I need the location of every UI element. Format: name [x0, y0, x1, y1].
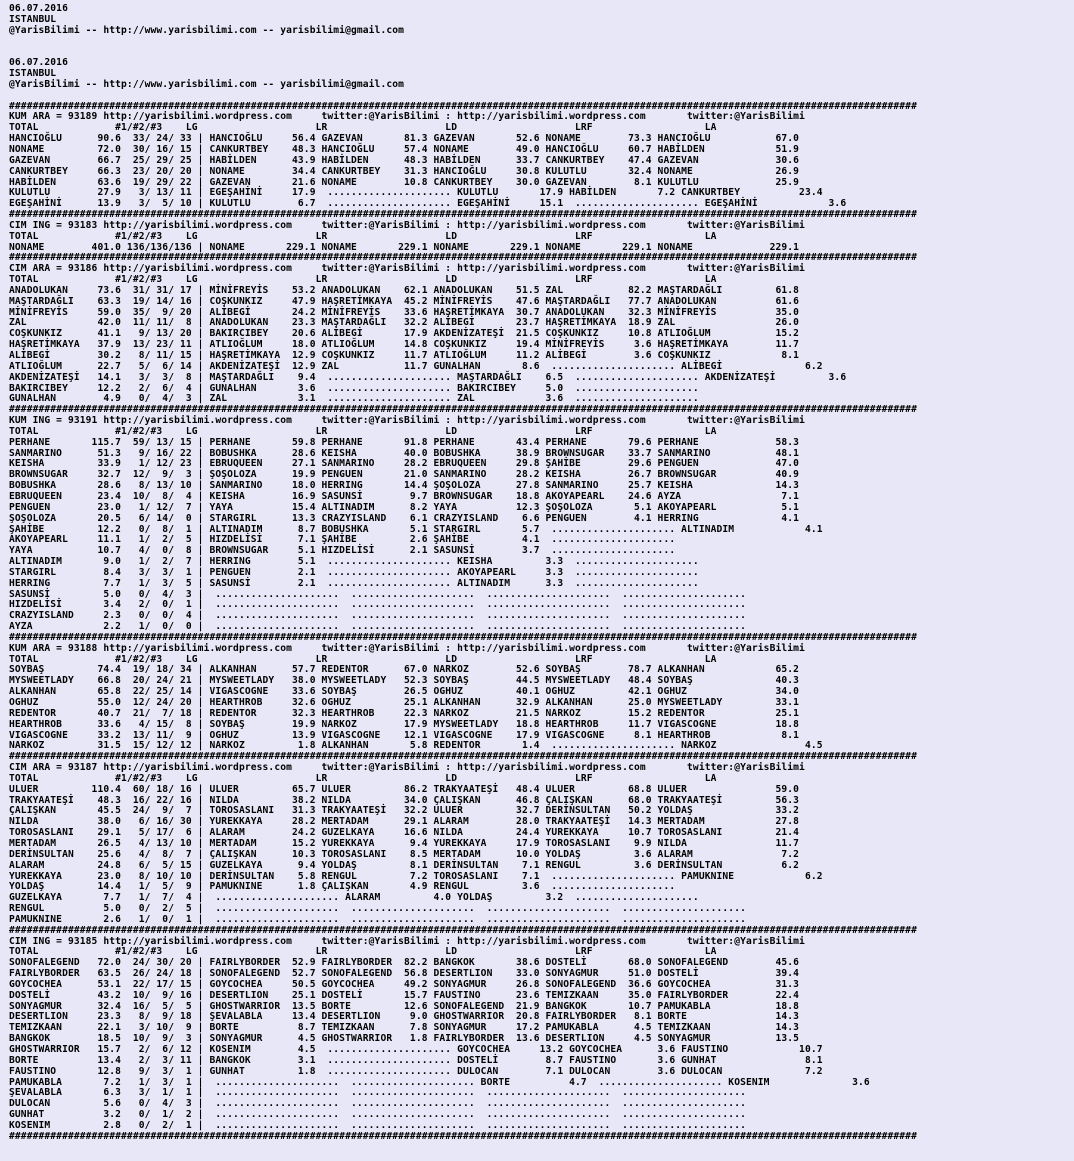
table-row: CRAZYISLAND 2.3 0/ 0/ 4 | ..................... ..................... ..................... .....................	[9, 610, 752, 622]
table-row: SANMARINO 51.3 9/ 16/ 22 | BOBUSHKA 28.6 KEISHA 40.0 BOBUSHKA 38.9 BROWNSUGAR 33.7 SANMARINO 48.1	[9, 447, 800, 459]
table-row: KULUTLU 27.9 3/ 13/ 11 | EGEŞAHİNİ 17.9 ..................... KULUTLU 17.9 HABİLDEN 7.2 CANKURTBEY 23.4	[9, 187, 823, 199]
table-row: GUNALHAN 4.9 0/ 4/ 3 | ZAL 3.1 ..................... ZAL 3.6 .....................	[9, 393, 705, 405]
table-row: COŞKUNKIZ 41.1 9/ 13/ 20 | BAKIRCIBEY 20.6 ALİBEGİ 17.9 AKDENİZATEŞİ 21.5 COŞKUNKIZ 10.8 ATLIOĞLUM 15.2	[9, 328, 800, 340]
column-header-line: TOTAL #1/#2/#3 LG LR LD LRF LA	[9, 230, 717, 242]
header-line: 06.07.2016	[9, 57, 68, 69]
table-row: HIZDELİSİ 3.4 2/ 0/ 1 | ..................... ..................... ..................... .....................	[9, 599, 752, 611]
table-row: NILDA 38.0 6/ 16/ 30 | YUREKKAYA 28.2 MERTADAM 29.1 ALARAM 28.0 TRAKYAATEŞİ 14.3 MERTADAM 27.8	[9, 816, 800, 828]
table-row: YAYA 10.7 4/ 0/ 8 | BROWNSUGAR 5.1 HIZDELİSİ 2.1 SASUNSİ 3.7 .....................	[9, 545, 682, 557]
table-row: BOBUSHKA 28.6 8/ 13/ 10 | SANMARINO 18.0 HERRING 14.4 ŞOŞOLOZA 27.8 SANMARINO 25.7 KEISHA 14.3	[9, 480, 800, 492]
separator-line: ##########################################################################################################################################################	[9, 100, 917, 112]
separator-line: ##########################################################################################################################################################	[9, 1130, 917, 1142]
table-row: STARGIRL 8.4 3/ 3/ 1 | PENGUEN 2.1 ..................... AKOYAPEARL 3.3 .....................	[9, 566, 705, 578]
table-row: RENGUL 5.0 0/ 2/ 5 | ..................... ..................... ..................... .....................	[9, 903, 752, 915]
table-row: GUZELKAYA 7.7 1/ 7/ 4 | ..................... ALARAM 4.0 YOLDAŞ 3.2 .....................	[9, 892, 705, 904]
table-row: DULOCAN 5.6 0/ 4/ 3 | ..................... ..................... ..................... .....................	[9, 1098, 752, 1110]
table-row: HERRING 7.7 1/ 3/ 5 | SASUNSİ 2.1 ..................... ALTINADIM 3.3 .....................	[9, 577, 705, 589]
table-row: PAMUKABLA 7.2 1/ 3/ 1 | ..................... ..................... BORTE 4.7 ..................... KOSENIM 3.6	[9, 1076, 870, 1088]
table-row: VIGASCOGNE 33.2 13/ 11/ 9 | OGHUZ 13.9 VIGASCOGNE 12.1 VIGASCOGNE 17.9 VIGASCOGNE 8.1 HEARTHROB 8.1	[9, 729, 800, 741]
header-line: ISTANBUL	[9, 13, 57, 25]
race-title-line: KUM ING = 93191 http://yarisbilimi.wordpress.com twitter:@YarisBilimi : http://yarisbilimi.wordpress.com twitter:@YarisBilimi	[9, 415, 805, 427]
table-row: ŞEVALABLA 6.3 3/ 1/ 1 | ..................... ..................... ..................... .....................	[9, 1087, 752, 1099]
table-row: ÇALIŞKAN 45.5 24/ 9/ 7 | TOROSASLANI 31.3 TRAKYAATEŞİ 32.2 ULUER 32.7 DERİNSULTAN 50.2 YOLDAŞ 33.2	[9, 805, 800, 817]
separator-line: ##########################################################################################################################################################	[9, 209, 917, 221]
column-header-line: TOTAL #1/#2/#3 LG LR LD LRF LA	[9, 122, 717, 134]
table-row: MİNİFREYİS 59.0 35/ 9/ 20 | ALİBEGİ 24.2 MİNİFREYİS 33.6 HAŞRETİMKAYA 30.7 ANADOLUKAN 32.3 MİNİFREYİS 35.0	[9, 306, 800, 318]
table-row: TRAKYAATEŞİ 48.3 16/ 22/ 16 | NILDA 38.2 NILDA 34.0 ÇALIŞKAN 46.8 ÇALIŞKAN 68.0 TRAKYAATEŞİ 56.3	[9, 794, 800, 806]
separator-line: ##########################################################################################################################################################	[9, 404, 917, 416]
table-row: MYSWEETLADY 66.8 20/ 24/ 21 | MYSWEETLADY 38.0 MYSWEETLADY 52.3 SOYBAŞ 44.5 MYSWEETLADY 48.4 SOYBAŞ 40.3	[9, 675, 800, 687]
header-line: 06.07.2016	[9, 3, 68, 14]
table-row: CANKURTBEY 66.3 23/ 20/ 20 | NONAME 34.4 CANKURTBEY 31.3 HANCIOĞLU 30.8 KULUTLU 32.4 NONAME 26.9	[9, 165, 800, 177]
table-row: HEARTHROB 33.6 4/ 15/ 8 | SOYBAŞ 19.9 NARKOZ 17.9 MYSWEETLADY 18.8 HEARTHROB 11.7 VIGASCOGNE 18.8	[9, 718, 800, 730]
table-row: AYZA 2.2 1/ 0/ 0 | ..................... ..................... ..................... .....................	[9, 621, 752, 633]
table-row: TOROSASLANI 29.1 5/ 17/ 6 | ALARAM 24.2 GUZELKAYA 16.6 NILDA 24.4 YUREKKAYA 10.7 TOROSASLANI 21.4	[9, 827, 800, 839]
table-row: YUREKKAYA 23.0 8/ 10/ 10 | DERİNSULTAN 5.8 RENGUL 7.2 TOROSASLANI 7.1 ..................... PAMUKNINE 6.2	[9, 870, 823, 882]
table-row: ULUER 110.4 60/ 18/ 16 | ULUER 65.7 ULUER 86.2 TRAKYAATEŞİ 48.4 ULUER 68.8 ULUER 59.0	[9, 783, 800, 795]
table-row: AKDENİZATEŞİ 14.1 3/ 3/ 8 | MAŞTARDAĞLI 9.4 ..................... MAŞTARDAĞLI 6.5 ..................... AKDENİZATEŞİ 3.6	[9, 371, 847, 383]
race-title-line: CIM ING = 93185 http://yarisbilimi.wordpress.com twitter:@YarisBilimi : http://yarisbilimi.wordpress.com twitter:@YarisBilimi	[9, 935, 805, 947]
table-row: ALKANHAN 65.8 22/ 25/ 14 | VIGASCOGNE 33.6 SOYBAŞ 26.5 OGHUZ 40.1 OGHUZ 42.1 OGHUZ 34.0	[9, 686, 800, 698]
table-row: MERTADAM 26.5 4/ 13/ 10 | MERTADAM 15.2 YUREKKAYA 9.4 YUREKKAYA 17.9 TOROSASLANI 9.9 NILDA 11.7	[9, 837, 800, 849]
column-header-line: TOTAL #1/#2/#3 LG LR LD LRF LA	[9, 946, 717, 958]
table-row: SONOFALEGEND 72.0 24/ 30/ 20 | FAIRLYBORDER 52.9 FAIRLYBORDER 82.2 BANGKOK 38.6 DOSTELİ 68.0 SONOFALEGEND 45.6	[9, 957, 800, 969]
race-report-document	[9, 4, 917, 1143]
header-line: @YarisBilimi -- http://www.yarisbilimi.com -- yarisbilimi@gmail.com	[9, 24, 405, 36]
table-row: KOSENIM 2.8 0/ 2/ 1 | ..................... ..................... ..................... .....................	[9, 1119, 752, 1131]
table-row: ŞAHİBE 12.2 0/ 8/ 1 | ALTINADIM 8.7 BOBUSHKA 5.1 STARGIRL 5.7 ..................... ALTINADIM 4.1	[9, 523, 823, 535]
table-row: PAMUKNINE 2.6 1/ 0/ 1 | ..................... ..................... ..................... .....................	[9, 913, 752, 925]
table-row: EGEŞAHİNİ 13.9 3/ 5/ 10 | KULUTLU 6.7 ..................... EGEŞAHİNİ 15.1 ..................... EGEŞAHİNİ 3.6	[9, 198, 847, 210]
table-row: REDENTOR 40.7 21/ 7/ 18 | REDENTOR 32.3 HEARTHROB 22.3 NARKOZ 21.5 NARKOZ 15.2 REDENTOR 25.1	[9, 707, 800, 719]
race-title-line: CIM ING = 93183 http://yarisbilimi.wordpress.com twitter:@YarisBilimi : http://yarisbilimi.wordpress.com twitter:@YarisBilimi	[9, 219, 805, 231]
table-row: HABİLDEN 63.6 19/ 29/ 22 | GAZEVAN 21.6 NONAME 10.8 CANKURTBEY 30.0 GAZEVAN 8.1 KULUTLU 25.9	[9, 176, 800, 188]
column-header-line: TOTAL #1/#2/#3 LG LR LD LRF LA	[9, 425, 717, 437]
table-row: SONYAGMUR 32.4 16/ 5/ 5 | GHOSTWARRIOR 13.5 BORTE 12.6 SONOFALEGEND 21.9 BANGKOK 10.7 PAMUKABLA 18.8	[9, 1000, 800, 1012]
table-row: GAZEVAN 66.7 25/ 29/ 25 | HABİLDEN 43.9 HABİLDEN 48.3 HABİLDEN 33.7 CANKURTBEY 47.4 GAZEVAN 30.6	[9, 154, 800, 166]
table-row: HANCIOĞLU 90.6 33/ 24/ 33 | HANCIOĞLU 56.4 GAZEVAN 81.3 GAZEVAN 52.6 NONAME 73.3 HANCIOĞLU 67.0	[9, 133, 800, 145]
table-row: ŞOŞOLOZA 20.5 6/ 14/ 0 | STARGIRL 13.3 CRAZYISLAND 6.1 CRAZYISLAND 6.6 PENGUEN 4.1 HERRING 4.1	[9, 512, 800, 524]
table-row: ATLIOĞLUM 22.7 5/ 6/ 14 | AKDENİZATEŞİ 12.9 ZAL 11.7 GUNALHAN 8.6 ..................... ALİBEGİ 6.2	[9, 360, 823, 372]
table-row: MAŞTARDAĞLI 63.3 19/ 14/ 16 | COŞKUNKIZ 47.9 HAŞRETİMKAYA 45.2 MİNİFREYİS 47.6 MAŞTARDAĞLI 77.7 ANADOLUKAN 61.6	[9, 295, 800, 307]
table-row: DERİNSULTAN 25.6 4/ 8/ 7 | ÇALIŞKAN 10.3 TOROSASLANI 8.5 MERTADAM 10.0 YOLDAŞ 3.6 ALARAM 7.2	[9, 848, 800, 860]
separator-line: ##########################################################################################################################################################	[9, 924, 917, 936]
separator-line: ##########################################################################################################################################################	[9, 252, 917, 264]
column-header-line: TOTAL #1/#2/#3 LG LR LD LRF LA	[9, 653, 717, 665]
table-row: NARKOZ 31.5 15/ 12/ 12 | NARKOZ 1.8 ALKANHAN 5.8 REDENTOR 1.4 ..................... NARKOZ 4.5	[9, 740, 823, 752]
table-row: ANADOLUKAN 73.6 31/ 31/ 17 | MİNİFREYİS 53.2 ANADOLUKAN 62.1 ANADOLUKAN 51.5 ZAL 82.2 MAŞTARDAĞLI 61.8	[9, 284, 800, 296]
table-row: BAKIRCIBEY 12.2 2/ 6/ 4 | GUNALHAN 3.6 ..................... BAKIRCIBEY 5.0 .....................	[9, 382, 705, 394]
table-row: BROWNSUGAR 32.7 12/ 9/ 3 | ŞOŞOLOZA 19.9 PENGUEN 21.0 SANMARINO 28.2 KEISHA 26.7 BROWNSUGAR 40.9	[9, 469, 800, 481]
table-row: BORTE 13.4 2/ 3/ 11 | BANGKOK 3.1 ..................... DOSTELİ 8.7 FAUSTINO 3.6 GUNHAT 8.1	[9, 1054, 823, 1066]
table-row: EBRUQUEEN 23.4 10/ 8/ 4 | KEISHA 16.9 SASUNSİ 9.7 BROWNSUGAR 18.8 AKOYAPEARL 24.6 AYZA 7.1	[9, 490, 800, 502]
table-row: FAUSTINO 12.8 9/ 3/ 1 | GUNHAT 1.8 ..................... DULOCAN 7.1 DULOCAN 3.6 DULOCAN 7.2	[9, 1065, 823, 1077]
header-line: ISTANBUL	[9, 68, 57, 80]
table-row: ALİBEGİ 30.2 8/ 11/ 15 | HAŞRETİMKAYA 12.9 COŞKUNKIZ 11.7 ATLIOĞLUM 11.2 ALİBEGİ 3.6 COŞKUNKIZ 8.1	[9, 350, 800, 361]
separator-line: ##########################################################################################################################################################	[9, 631, 917, 643]
table-row: KEISHA 33.9 1/ 12/ 23 | EBRUQUEEN 27.1 SANMARINO 28.2 EBRUQUEEN 29.8 ŞAHİBE 29.6 PENGUEN 47.0	[9, 458, 800, 470]
table-row: FAIRLYBORDER 63.5 26/ 24/ 18 | SONOFALEGEND 52.7 SONOFALEGEND 56.8 DESERTLION 33.0 SONYAGMUR 51.0 DOSTELİ 39.4	[9, 968, 800, 980]
race-title-line: KUM ARA = 93188 http://yarisbilimi.wordpress.com twitter:@YarisBilimi : http://yarisbilimi.wordpress.com twitter:@YarisBilimi	[9, 642, 805, 654]
table-row: AKOYAPEARL 11.1 1/ 2/ 5 | HIZDELİSİ 7.1 ŞAHİBE 2.6 ŞAHİBE 4.1 .....................	[9, 534, 682, 546]
table-row: PENGUEN 23.0 1/ 12/ 7 | YAYA 15.4 ALTINADIM 8.2 YAYA 12.3 ŞOŞOLOZA 5.1 AKOYAPEARL 5.1	[9, 501, 800, 513]
table-row: SOYBAŞ 74.4 19/ 18/ 34 | ALKANHAN 57.7 REDENTOR 67.0 NARKOZ 52.6 SOYBAŞ 78.7 ALKANHAN 65.2	[9, 664, 800, 676]
separator-line: ##########################################################################################################################################################	[9, 751, 917, 763]
table-row: YOLDAŞ 14.4 1/ 5/ 9 | PAMUKNINE 1.8 ÇALIŞKAN 4.9 RENGUL 3.6 .....................	[9, 881, 682, 893]
table-row: SASUNSİ 5.0 0/ 4/ 3 | ..................... ..................... ..................... .....................	[9, 588, 752, 600]
table-row: GHOSTWARRIOR 15.7 2/ 6/ 12 | KOSENIM 4.5 ..................... GOYCOCHEA 13.2 GOYCOCHEA 3.6 FAUSTINO 10.7	[9, 1044, 823, 1055]
table-row: GOYCOCHEA 53.1 22/ 17/ 15 | GOYCOCHEA 50.5 GOYCOCHEA 49.2 SONYAGMUR 26.8 SONOFALEGEND 36.6 GOYCOCHEA 31.3	[9, 978, 800, 990]
table-row: GUNHAT 3.2 0/ 1/ 2 | ..................... ..................... ..................... .....................	[9, 1109, 752, 1121]
race-title-line: CIM ARA = 93187 http://yarisbilimi.wordpress.com twitter:@YarisBilimi : http://yarisbilimi.wordpress.com twitter:@YarisBilimi	[9, 762, 805, 774]
table-row: OGHUZ 55.0 12/ 24/ 20 | HEARTHROB 32.6 OGHUZ 25.1 ALKANHAN 32.9 ALKANHAN 25.0 MYSWEETLADY 33.1	[9, 697, 800, 708]
table-row: NONAME 72.0 30/ 16/ 15 | CANKURTBEY 48.3 HANCIOĞLU 57.4 NONAME 49.0 HANCIOĞLU 60.7 HABİLDEN 51.9	[9, 143, 800, 155]
table-row: HAŞRETİMKAYA 37.9 13/ 23/ 11 | ATLIOĞLUM 18.0 ATLIOĞLUM 14.8 COŞKUNKIZ 19.4 MİNİFREYİS 3.6 HAŞRETİMKAYA 11.7	[9, 339, 800, 351]
table-row: NONAME 401.0 136/136/136 | NONAME 229.1 NONAME 229.1 NONAME 229.1 NONAME 229.1 NONAME 229.1	[9, 241, 800, 253]
header-line: @YarisBilimi -- http://www.yarisbilimi.com -- yarisbilimi@gmail.com	[9, 78, 405, 90]
table-row: DOSTELİ 43.2 10/ 9/ 16 | DESERTLION 25.1 DOSTELİ 15.7 FAUSTINO 23.6 TEMIZKAAN 35.0 FAIRLYBORDER 22.4	[9, 989, 800, 1001]
race-title-line: CIM ARA = 93186 http://yarisbilimi.wordpress.com twitter:@YarisBilimi : http://yarisbilimi.wordpress.com twitter:@YarisBilimi	[9, 263, 805, 275]
column-header-line: TOTAL #1/#2/#3 LG LR LD LRF LA	[9, 274, 717, 286]
table-row: DESERTLION 23.3 8/ 9/ 18 | ŞEVALABLA 13.4 DESERTLION 9.0 GHOSTWARRIOR 20.8 FAIRLYBORDER 8.1 BORTE 14.3	[9, 1011, 800, 1023]
table-row: ALARAM 24.8 6/ 5/ 15 | GUZELKAYA 9.4 YOLDAŞ 8.1 DERİNSULTAN 7.1 RENGUL 3.6 DERİNSULTAN 6.2	[9, 859, 800, 871]
column-header-line: TOTAL #1/#2/#3 LG LR LD LRF LA	[9, 772, 717, 784]
table-row: ZAL 42.0 11/ 11/ 8 | ANADOLUKAN 23.3 MAŞTARDAĞLI 32.2 ALİBEGİ 23.7 HAŞRETİMKAYA 18.9 ZAL 26.0	[9, 317, 800, 329]
table-row: PERHANE 115.7 59/ 13/ 15 | PERHANE 59.8 PERHANE 91.8 PERHANE 43.4 PERHANE 79.6 PERHANE 58.3	[9, 436, 800, 448]
table-row: BANGKOK 18.5 10/ 9/ 3 | SONYAGMUR 4.5 GHOSTWARRIOR 1.8 FAIRLYBORDER 13.6 DESERTLION 4.5 SONYAGMUR 13.5	[9, 1033, 800, 1045]
table-row: ALTINADIM 9.0 1/ 2/ 7 | HERRING 5.1 ..................... KEISHA 3.3 .....................	[9, 556, 705, 568]
race-title-line: KUM ARA = 93189 http://yarisbilimi.wordpress.com twitter:@YarisBilimi : http://yarisbilimi.wordpress.com twitter:@YarisBilimi	[9, 111, 805, 123]
table-row: TEMIZKAAN 22.1 3/ 10/ 9 | BORTE 8.7 TEMIZKAAN 7.8 SONYAGMUR 17.2 PAMUKABLA 4.5 TEMIZKAAN 14.3	[9, 1022, 800, 1034]
